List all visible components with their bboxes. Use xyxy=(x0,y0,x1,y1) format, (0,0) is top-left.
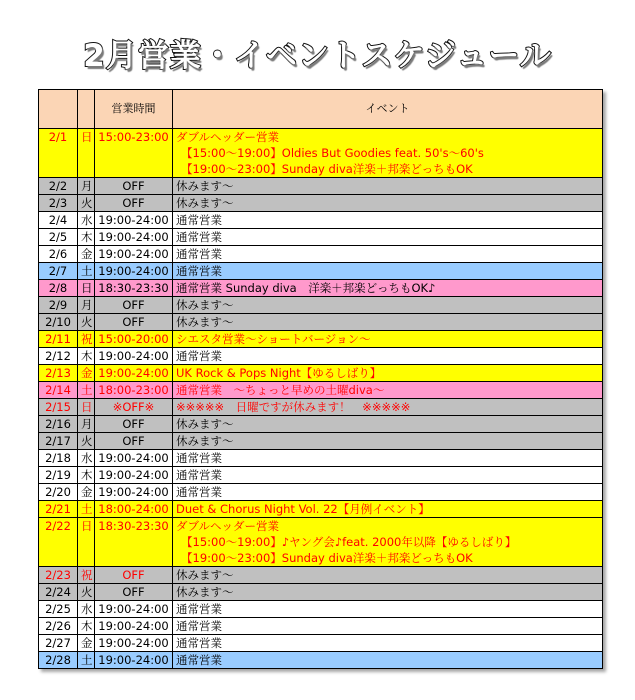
table-row xyxy=(39,652,603,669)
hours-cell: 19:00-24:00 xyxy=(95,467,173,484)
event-line: シエスタ営業～ショートバージョン～ xyxy=(176,332,371,346)
weekday-cell: 木 xyxy=(78,348,95,365)
event-cell xyxy=(173,331,603,348)
header-row xyxy=(39,90,603,129)
hours-cell: 18:30-23:30 xyxy=(95,518,173,567)
event-line: 休みます～ xyxy=(176,298,234,312)
weekday-cell: 祝 xyxy=(78,567,95,584)
date-cell: 2/26 xyxy=(39,618,78,635)
weekday-cell: 金 xyxy=(78,635,95,652)
hours-cell: 19:00-24:00 xyxy=(95,652,173,669)
table-row xyxy=(39,382,603,399)
event-cell xyxy=(173,348,603,365)
event-cell xyxy=(173,229,603,246)
table-row xyxy=(39,178,603,195)
event-line: 休みます～ xyxy=(176,417,234,431)
event-line: 通常営業 xyxy=(176,349,222,363)
table-row xyxy=(39,618,603,635)
hours-cell: 19:00-24:00 xyxy=(95,635,173,652)
event-line: 通常営業 xyxy=(176,213,222,227)
event-line: 休みます～ xyxy=(176,179,234,193)
event-cell xyxy=(173,635,603,652)
event-line: ダブルヘッダー営業 xyxy=(176,519,280,533)
table-row xyxy=(39,212,603,229)
table-row xyxy=(39,601,603,618)
hours-cell: 19:00-24:00 xyxy=(95,229,173,246)
event-line: 【15:00～19:00】Oldies But Goodies feat. 50's～60's xyxy=(181,146,484,160)
weekday-cell: 土 xyxy=(78,382,95,399)
table-row xyxy=(39,297,603,314)
event-line: ダブルヘッダー営業 xyxy=(176,130,280,144)
hours-cell: OFF xyxy=(95,178,173,195)
event-cell xyxy=(173,314,603,331)
date-cell: 2/15 xyxy=(39,399,78,416)
weekday-cell: 火 xyxy=(78,584,95,601)
table-row xyxy=(39,314,603,331)
event-line: 休みます～ xyxy=(176,568,234,582)
event-line: 通常営業 ～ちょっと早めの土曜diva～ xyxy=(176,383,385,397)
event-cell xyxy=(173,618,603,635)
date-cell: 2/11 xyxy=(39,331,78,348)
event-line: 通常営業 xyxy=(176,619,222,633)
date-cell: 2/23 xyxy=(39,567,78,584)
weekday-cell: 日 xyxy=(78,129,95,178)
hours-cell: 18:00-23:00 xyxy=(95,382,173,399)
hours-cell: OFF xyxy=(95,195,173,212)
event-cell xyxy=(173,416,603,433)
event-line: 通常営業 xyxy=(176,247,222,261)
header-day xyxy=(78,90,95,129)
event-line: 休みます～ xyxy=(176,196,234,210)
header-date xyxy=(39,90,78,129)
date-cell: 2/24 xyxy=(39,584,78,601)
event-cell xyxy=(173,212,603,229)
weekday-cell: 祝 xyxy=(78,331,95,348)
event-line: 通常営業 xyxy=(176,264,222,278)
event-line: 通常営業 xyxy=(176,636,222,650)
event-line: 【19:00～23:00】Sunday diva洋楽＋邦楽どっちもOK xyxy=(181,551,473,565)
event-line: 【19:00～23:00】Sunday diva洋楽＋邦楽どっちもOK xyxy=(181,162,473,176)
date-cell: 2/18 xyxy=(39,450,78,467)
hours-cell: 19:00-24:00 xyxy=(95,618,173,635)
event-cell xyxy=(173,399,603,416)
hours-cell: 19:00-24:00 xyxy=(95,212,173,229)
event-cell xyxy=(173,129,603,178)
date-cell: 2/19 xyxy=(39,467,78,484)
table-row xyxy=(39,584,603,601)
hours-cell: 18:00-24:00 xyxy=(95,501,173,518)
weekday-cell: 金 xyxy=(78,365,95,382)
date-cell: 2/22 xyxy=(39,518,78,567)
weekday-cell: 木 xyxy=(78,229,95,246)
table-row xyxy=(39,129,603,178)
date-cell: 2/4 xyxy=(39,212,78,229)
event-line: 通常営業 xyxy=(176,451,222,465)
event-cell xyxy=(173,382,603,399)
event-cell xyxy=(173,365,603,382)
hours-cell: ※OFF※ xyxy=(95,399,173,416)
event-line: 【15:00～19:00】♪ヤング会♪feat. 2000年以降【ゆるしばり】 xyxy=(181,535,517,549)
event-line: 通常営業 xyxy=(176,230,222,244)
hours-cell: OFF xyxy=(95,567,173,584)
table-row xyxy=(39,365,603,382)
table-row xyxy=(39,263,603,280)
event-line: 通常営業 xyxy=(176,602,222,616)
weekday-cell: 月 xyxy=(78,297,95,314)
event-cell xyxy=(173,195,603,212)
event-line: UK Rock & Pops Night【ゆるしばり】 xyxy=(176,366,382,380)
schedule-body xyxy=(39,129,603,669)
event-cell xyxy=(173,263,603,280)
date-cell: 2/2 xyxy=(39,178,78,195)
event-cell xyxy=(173,246,603,263)
event-cell xyxy=(173,450,603,467)
table-row xyxy=(39,567,603,584)
event-cell xyxy=(173,501,603,518)
hours-cell: 15:00-20:00 xyxy=(95,331,173,348)
header-hours: 営業時間 xyxy=(95,90,173,129)
event-line: 休みます～ xyxy=(176,315,234,329)
event-cell xyxy=(173,484,603,501)
date-cell: 2/10 xyxy=(39,314,78,331)
date-cell: 2/28 xyxy=(39,652,78,669)
date-cell: 2/1 xyxy=(39,129,78,178)
date-cell: 2/7 xyxy=(39,263,78,280)
weekday-cell: 金 xyxy=(78,484,95,501)
weekday-cell: 土 xyxy=(78,652,95,669)
date-cell: 2/21 xyxy=(39,501,78,518)
event-line: 休みます～ xyxy=(176,434,234,448)
date-cell: 2/8 xyxy=(39,280,78,297)
table-row xyxy=(39,399,603,416)
date-cell: 2/9 xyxy=(39,297,78,314)
page-title: 2月営業・イベントスケジュール xyxy=(83,38,552,74)
event-cell xyxy=(173,433,603,450)
table-row xyxy=(39,331,603,348)
date-cell: 2/25 xyxy=(39,601,78,618)
hours-cell: OFF xyxy=(95,584,173,601)
hours-cell: 19:00-24:00 xyxy=(95,348,173,365)
weekday-cell: 日 xyxy=(78,518,95,567)
weekday-cell: 火 xyxy=(78,195,95,212)
table-row xyxy=(39,195,603,212)
weekday-cell: 木 xyxy=(78,467,95,484)
weekday-cell: 月 xyxy=(78,416,95,433)
weekday-cell: 水 xyxy=(78,212,95,229)
event-cell xyxy=(173,297,603,314)
date-cell: 2/14 xyxy=(39,382,78,399)
event-cell xyxy=(173,584,603,601)
table-row xyxy=(39,635,603,652)
event-cell xyxy=(173,518,603,567)
event-line: 通常営業 xyxy=(176,653,222,667)
table-row xyxy=(39,518,603,567)
date-cell: 2/27 xyxy=(39,635,78,652)
weekday-cell: 火 xyxy=(78,433,95,450)
hours-cell: 18:30-23:30 xyxy=(95,280,173,297)
schedule-table xyxy=(38,89,603,669)
event-line: 通常営業 xyxy=(176,485,222,499)
table-row xyxy=(39,467,603,484)
hours-cell: 19:00-24:00 xyxy=(95,450,173,467)
date-cell: 2/6 xyxy=(39,246,78,263)
date-cell: 2/3 xyxy=(39,195,78,212)
hours-cell: OFF xyxy=(95,314,173,331)
hours-cell: 19:00-24:00 xyxy=(95,601,173,618)
table-row xyxy=(39,246,603,263)
event-cell xyxy=(173,567,603,584)
table-row xyxy=(39,280,603,297)
hours-cell: 15:00-23:00 xyxy=(95,129,173,178)
hours-cell: 19:00-24:00 xyxy=(95,484,173,501)
table-row xyxy=(39,433,603,450)
date-cell: 2/17 xyxy=(39,433,78,450)
hours-cell: OFF xyxy=(95,297,173,314)
hours-cell: 19:00-24:00 xyxy=(95,365,173,382)
weekday-cell: 土 xyxy=(78,501,95,518)
weekday-cell: 水 xyxy=(78,601,95,618)
hours-cell: 19:00-24:00 xyxy=(95,263,173,280)
hours-cell: 19:00-24:00 xyxy=(95,246,173,263)
event-line: 通常営業 xyxy=(176,468,222,482)
table-row xyxy=(39,348,603,365)
table-row xyxy=(39,484,603,501)
date-cell: 2/16 xyxy=(39,416,78,433)
event-cell xyxy=(173,178,603,195)
event-line: 通常営業 Sunday diva 洋楽＋邦楽どっちもOK♪ xyxy=(176,281,436,295)
table-row xyxy=(39,450,603,467)
event-line: Duet & Chorus Night Vol. 22【月例イベント】 xyxy=(176,502,430,516)
weekday-cell: 火 xyxy=(78,314,95,331)
table-row xyxy=(39,229,603,246)
event-cell xyxy=(173,601,603,618)
event-line: ※※※※※ 日曜ですが休みます！ ※※※※※ xyxy=(176,400,411,414)
weekday-cell: 日 xyxy=(78,399,95,416)
hours-cell: OFF xyxy=(95,433,173,450)
weekday-cell: 水 xyxy=(78,450,95,467)
event-cell xyxy=(173,467,603,484)
date-cell: 2/12 xyxy=(39,348,78,365)
event-line: 休みます～ xyxy=(176,585,234,599)
weekday-cell: 金 xyxy=(78,246,95,263)
hours-cell: OFF xyxy=(95,416,173,433)
weekday-cell: 日 xyxy=(78,280,95,297)
weekday-cell: 木 xyxy=(78,618,95,635)
table-row xyxy=(39,501,603,518)
event-cell xyxy=(173,652,603,669)
date-cell: 2/5 xyxy=(39,229,78,246)
table-row xyxy=(39,416,603,433)
header-event: イベント xyxy=(173,90,603,129)
date-cell: 2/13 xyxy=(39,365,78,382)
event-cell xyxy=(173,280,603,297)
date-cell: 2/20 xyxy=(39,484,78,501)
weekday-cell: 土 xyxy=(78,263,95,280)
weekday-cell: 月 xyxy=(78,178,95,195)
